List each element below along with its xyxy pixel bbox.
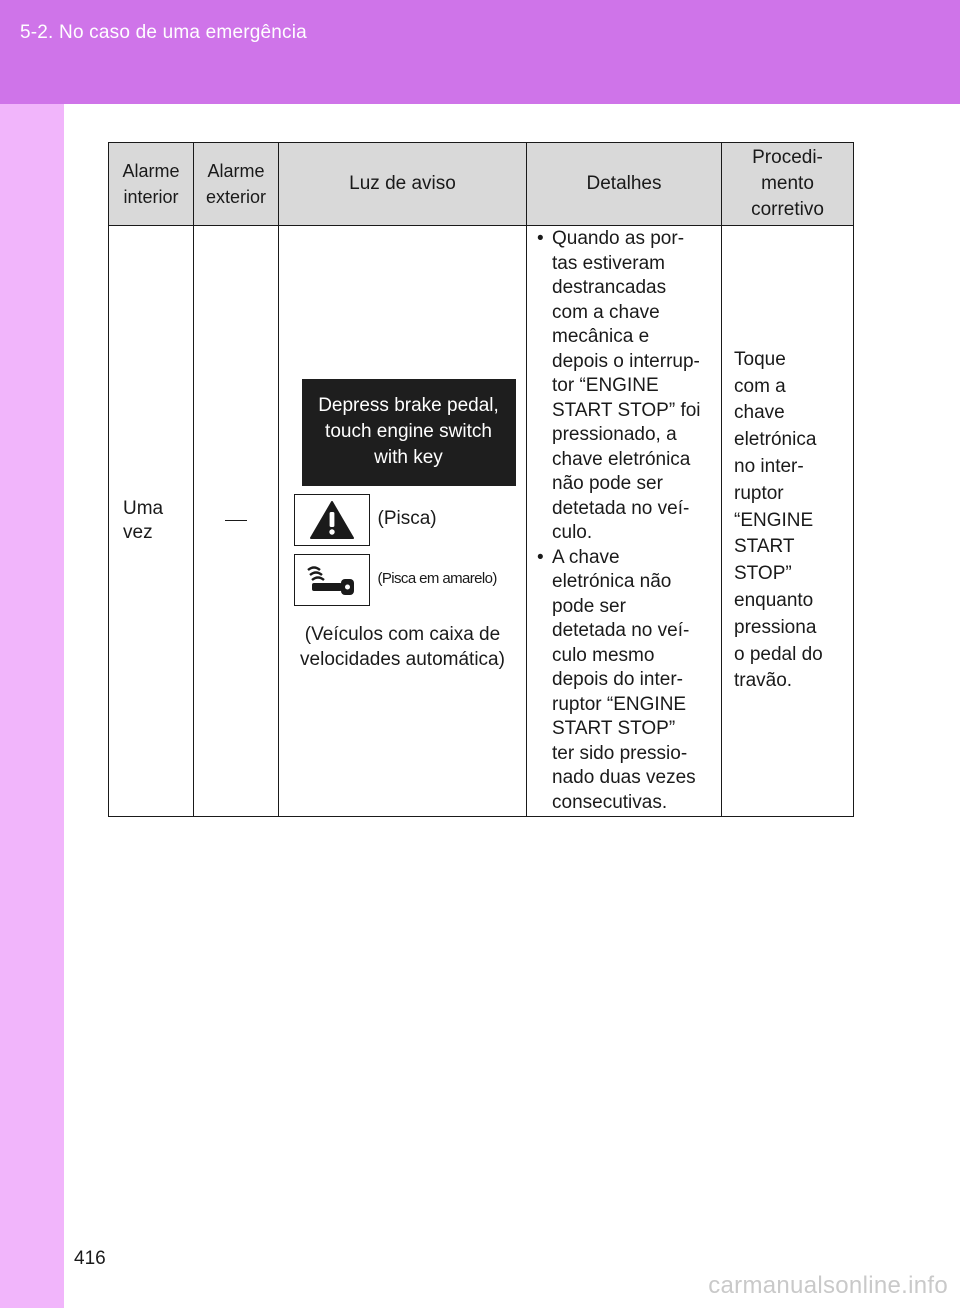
header-text: mento	[761, 173, 814, 194]
detail-line: START STOP” foi	[552, 399, 701, 421]
side-band	[0, 104, 64, 1308]
detail-line: • Quando as por-	[552, 228, 685, 249]
procedure-line: travão.	[734, 670, 793, 692]
procedure-line: chave	[734, 402, 785, 424]
cell-alarme-interior	[109, 226, 194, 817]
display-line: with key	[374, 447, 443, 468]
display-line: Depress brake pedal,	[318, 395, 499, 416]
em-dash	[225, 520, 247, 521]
key-icon-row	[294, 554, 512, 606]
procedure-line: START	[734, 536, 795, 558]
cell-procedimento	[722, 226, 854, 817]
procedure-line: com a	[734, 375, 786, 397]
cell-text: Uma	[123, 497, 164, 519]
detail-line: culo.	[552, 522, 593, 543]
detail-line: culo mesmo	[552, 644, 655, 666]
warning-icon-row	[294, 494, 512, 546]
note-line: velocidades automática)	[300, 648, 505, 670]
procedure-line: STOP”	[734, 563, 792, 585]
detail-line: mecânica e	[552, 326, 650, 347]
procedure-line: no inter-	[734, 456, 804, 477]
table-header-row	[109, 143, 854, 226]
detail-line: START STOP”	[552, 718, 676, 739]
col-luz-de-aviso: Luz de aviso	[279, 143, 527, 226]
detail-line: depois o interrup-	[552, 350, 700, 372]
procedure-line: Toque	[734, 348, 786, 370]
detail-line: destrancadas	[552, 277, 667, 298]
warning-triangle-icon	[294, 494, 370, 546]
header-text: exterior	[205, 187, 267, 207]
detail-line: detetada no veí-	[552, 620, 690, 641]
procedure-line: o pedal do	[734, 643, 823, 665]
detail-line: pode ser	[552, 595, 626, 617]
header-text: Alarme	[207, 161, 265, 181]
col-alarme-exterior	[194, 143, 279, 226]
procedure-line: pressiona	[734, 616, 817, 638]
cell-text: vez	[123, 522, 153, 543]
procedure-line: “ENGINE	[734, 509, 814, 531]
header-band	[0, 0, 960, 104]
watermark: carmanualsonline.info	[708, 1272, 948, 1299]
col-alarme-interior	[109, 143, 194, 226]
detail-line: ter sido pressio-	[552, 742, 688, 764]
smart-key-icon	[294, 554, 370, 606]
procedure-line: ruptor	[734, 482, 784, 504]
detail-line: ruptor “ENGINE	[552, 693, 687, 715]
col-procedimento	[722, 143, 854, 226]
multi-info-display-message	[302, 379, 516, 486]
header-text: Alarme	[122, 161, 180, 181]
note-line: (Veículos com caixa de	[304, 623, 501, 645]
key-label: (Pisca em amarelo)	[377, 570, 497, 588]
detail-item	[537, 227, 715, 546]
detail-line: eletrónica não	[552, 571, 672, 592]
display-line: touch engine switch	[325, 421, 492, 442]
detail-line: • A chave	[552, 546, 620, 568]
cell-detalhes	[527, 226, 722, 817]
detail-line: consecutivas.	[552, 791, 668, 813]
col-detalhes: Detalhes	[527, 143, 722, 226]
cell-alarme-exterior	[194, 226, 279, 817]
header-text: Procedi-	[752, 147, 823, 168]
header-text: corretivo	[751, 199, 824, 220]
detail-line: não pode ser	[552, 473, 663, 494]
page-number: 416	[74, 1248, 106, 1269]
detail-item	[537, 546, 715, 816]
detail-line: nado duas vezes	[552, 767, 696, 788]
detail-line: tor “ENGINE	[552, 375, 659, 396]
detail-line: chave eletrónica	[552, 448, 691, 470]
detail-line: depois do inter-	[552, 669, 683, 690]
warning-table	[108, 142, 854, 817]
procedure-line: enquanto	[734, 589, 814, 611]
header-text: interior	[123, 187, 179, 207]
detail-line: pressionado, a	[552, 424, 677, 445]
detail-line: com a chave	[552, 301, 660, 323]
table-row	[109, 226, 854, 817]
cell-luz-de-aviso	[279, 226, 527, 817]
detail-line: tas estiveram	[552, 252, 665, 274]
vehicle-note	[300, 622, 505, 672]
warning-label: (Pisca)	[377, 508, 437, 530]
detail-line: detetada no veí-	[552, 497, 690, 519]
section-title: 5-2. No caso de uma emergência	[20, 22, 307, 43]
procedure-line: eletrónica	[734, 429, 817, 451]
